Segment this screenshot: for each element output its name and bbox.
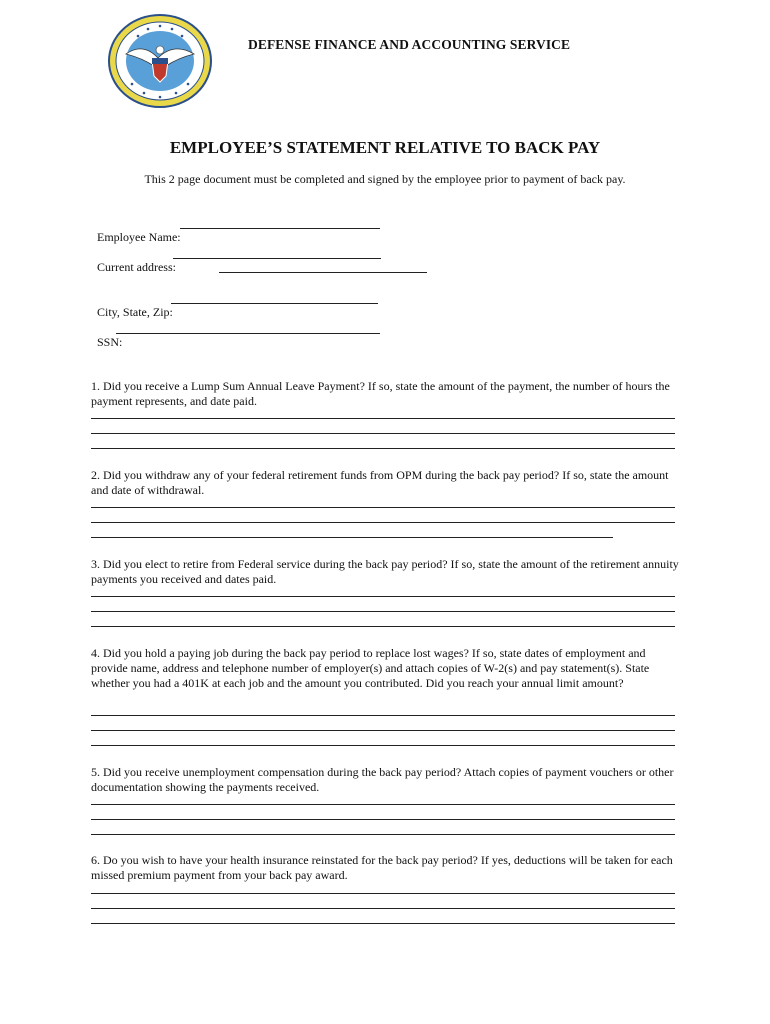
question-5: 5. Did you receive unemployment compensation during the back pay period? Attach copies of payment vouchers or other documentation showing the payments received. bbox=[91, 765, 674, 794]
question-3: 3. Did you elect to retire from Federal service during the back pay period? If so, state the amount of the retirement annuity payments you received and dates paid. bbox=[91, 557, 679, 586]
employee-name-line[interactable] bbox=[180, 228, 380, 229]
agency-name: DEFENSE FINANCE AND ACCOUNTING SERVICE bbox=[248, 37, 571, 52]
answer-line-5c[interactable] bbox=[91, 834, 675, 835]
answer-line-3c[interactable] bbox=[91, 626, 675, 627]
answer-line-3b[interactable] bbox=[91, 611, 675, 612]
answer-line-6b[interactable] bbox=[91, 908, 675, 909]
question-4: 4. Did you hold a paying job during the back pay period to replace lost wages? If so, state dates of employment and provide name, address and telephone number of employer(s) and attach copies of W-2(s) and pay statement(s). State whether you had a 401K at each job and the amount you contributed. Did you reach your annual limit amount? bbox=[91, 646, 650, 690]
answer-line-5b[interactable] bbox=[91, 819, 675, 820]
dod-seal-logo bbox=[108, 14, 212, 108]
answer-line-2c[interactable] bbox=[91, 537, 613, 538]
city-state-zip-line[interactable] bbox=[171, 303, 378, 304]
answer-line-2a[interactable] bbox=[91, 507, 675, 508]
employee-name-field[interactable] bbox=[91, 215, 181, 245]
answer-line-2b[interactable] bbox=[91, 522, 675, 523]
employee-name-label: Employee Name: bbox=[97, 230, 181, 244]
current-address-line[interactable] bbox=[173, 258, 381, 259]
ssn-field[interactable] bbox=[91, 320, 122, 350]
ssn-label: SSN: bbox=[97, 335, 123, 349]
form-title: EMPLOYEE’S STATEMENT RELATIVE TO BACK PAY bbox=[169, 138, 601, 157]
current-address-line-2[interactable] bbox=[219, 272, 427, 273]
form-instructions: This 2 page document must be completed and signed by the employee prior to payment of back pay. bbox=[144, 172, 626, 186]
question-1: 1. Did you receive a Lump Sum Annual Leave Payment? If so, state the amount of the payment, the number of hours the payment represents, and date paid. bbox=[91, 379, 670, 408]
answer-line-4c[interactable] bbox=[91, 745, 675, 746]
current-address-field[interactable] bbox=[91, 245, 176, 275]
answer-line-4b[interactable] bbox=[91, 730, 675, 731]
answer-line-1a[interactable] bbox=[91, 418, 675, 419]
ssn-line[interactable] bbox=[116, 333, 380, 334]
answer-line-3a[interactable] bbox=[91, 596, 675, 597]
answer-line-6c[interactable] bbox=[91, 923, 675, 924]
question-2: 2. Did you withdraw any of your federal retirement funds from OPM during the back pay period? If so, state the amount and date of withdrawal. bbox=[91, 468, 669, 497]
current-address-label: Current address: bbox=[97, 260, 176, 274]
city-state-zip-field[interactable] bbox=[91, 290, 173, 320]
answer-line-4a[interactable] bbox=[91, 715, 675, 716]
answer-line-6a[interactable] bbox=[91, 893, 675, 894]
answer-line-1b[interactable] bbox=[91, 433, 675, 434]
question-6: 6. Do you wish to have your health insurance reinstated for the back pay period? If yes, deductions will be taken for each missed premium payment from your back pay award. bbox=[91, 853, 673, 882]
answer-line-5a[interactable] bbox=[91, 804, 675, 805]
answer-line-1c[interactable] bbox=[91, 448, 675, 449]
city-state-zip-label: City, State, Zip: bbox=[97, 305, 173, 319]
